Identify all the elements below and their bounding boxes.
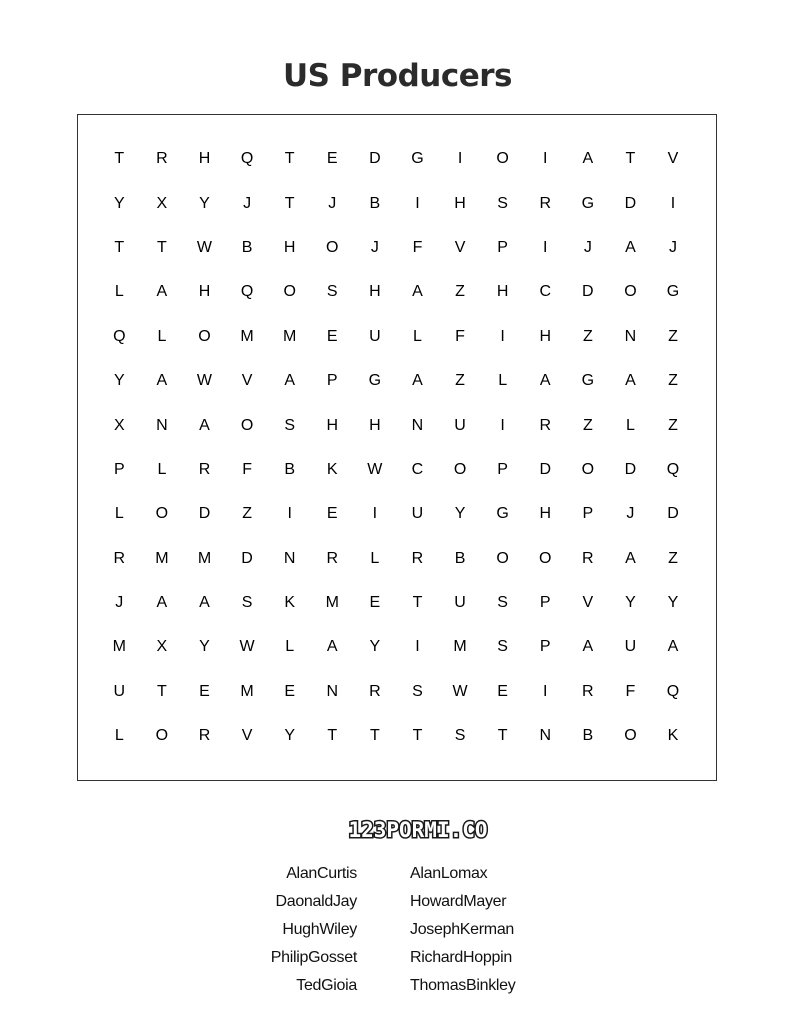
grid-cell: N [326,682,339,700]
grid-cell: T [284,194,295,212]
grid-cell: H [454,194,466,212]
grid-cell: Q [666,460,680,478]
grid-cell: W [367,460,383,478]
grid-cell: O [453,460,467,478]
grid-cell: H [198,150,211,168]
grid-cell: R [198,727,211,745]
grid-cell: Y [113,372,125,390]
word-list-item: JosephKerman [410,921,515,938]
grid-cell: L [370,549,380,567]
grid-cell: I [670,194,676,212]
grid-cell: U [411,505,424,523]
grid-cell: V [582,594,594,612]
grid-cell: S [284,416,295,434]
grid-cell: J [328,194,337,212]
grid-cell: P [326,372,338,390]
grid-cell: Y [625,594,636,612]
grid-cell: L [413,327,422,345]
grid-cell: I [415,194,420,212]
grid-cell: V [667,150,679,168]
grid-cell: T [157,682,167,700]
brand-logo: 123PORMI.CO [348,818,488,842]
grid-cell: Y [369,638,381,656]
grid-cell: N [624,327,637,345]
grid-cell: V [241,727,253,745]
grid-cell: T [284,150,295,168]
grid-cell: Y [199,194,210,212]
grid-cell: E [369,594,381,612]
grid-cell: P [497,238,508,256]
grid-cell: J [669,238,678,256]
grid-cell: O [624,727,637,745]
grid-cell: O [155,727,169,745]
grid-cell: W [196,238,213,256]
grid-cell: E [199,682,210,700]
grid-cell: V [241,372,253,390]
page-title: US Producers [283,58,512,94]
grid-cell: A [412,372,423,390]
grid-cell: A [625,549,636,567]
grid-cell: M [283,327,297,345]
grid-cell: M [155,549,169,567]
grid-cell: M [325,594,339,612]
grid-cell: Z [582,327,593,345]
grid-cell: A [156,283,168,301]
grid-cell: Z [582,416,593,434]
grid-cell: G [368,372,382,390]
grid-cell: R [582,682,594,700]
grid-cell: I [372,505,378,523]
grid-cell: L [114,727,124,745]
grid-cell: T [114,150,125,168]
word-list-item: RichardHoppin [410,949,512,966]
grid-cell: L [157,460,167,478]
grid-cell: T [412,727,423,745]
grid-cell: K [326,460,338,478]
grid-cell: O [155,505,169,523]
grid-cell: N [283,549,296,567]
grid-cell: O [326,238,339,256]
word-list-item: TedGioia [296,977,357,994]
grid-cell: P [113,460,125,478]
grid-cell: E [497,682,508,700]
grid-cell: H [198,283,211,301]
grid-cell: L [157,327,167,345]
grid-cell: D [624,194,637,212]
grid-cell: O [198,327,211,345]
grid-cell: H [326,416,339,434]
grid-cell: D [198,505,211,523]
grid-cell: R [156,150,168,168]
grid-cell: B [454,549,466,567]
grid-cell: A [284,372,295,390]
grid-cell: D [369,150,381,168]
grid-cell: B [241,238,253,256]
grid-cell: T [369,727,380,745]
grid-cell: K [667,727,679,745]
grid-cell: L [285,638,295,656]
grid-cell: O [496,150,509,168]
grid-cell: S [497,638,508,656]
grid-cell: W [239,638,255,656]
grid-cell: S [412,682,423,700]
grid-cell: P [497,460,508,478]
grid-cell: N [411,416,424,434]
grid-cell: A [667,638,679,656]
puzzle-grid-box [77,114,717,781]
grid-cell: L [625,416,635,434]
grid-cell: S [497,194,508,212]
grid-cell: U [369,327,381,345]
grid-cell: A [582,638,594,656]
grid-cell: Z [668,549,678,567]
grid-cell: N [539,727,552,745]
grid-cell: E [284,682,295,700]
grid-cell: I [287,505,292,523]
grid-cell: Q [113,327,126,345]
grid-cell: A [156,372,168,390]
grid-cell: G [496,505,509,523]
grid-cell: R [198,460,211,478]
grid-cell: A [326,638,338,656]
grid-cell: D [624,460,637,478]
grid-cell: P [539,594,551,612]
grid-cell: D [667,505,679,523]
grid-cell: J [243,194,252,212]
grid-cell: O [581,460,595,478]
grid-cell: T [327,727,338,745]
word-list-item: AlanLomax [410,865,488,882]
grid-cell: G [581,194,595,212]
grid-cell: A [582,150,594,168]
grid-cell: S [454,727,466,745]
grid-cell: L [498,372,508,390]
grid-cell: R [113,549,126,567]
grid-cell: G [666,283,680,301]
grid-cell: I [500,327,505,345]
letter-grid [98,137,694,758]
grid-cell: A [539,372,551,390]
grid-cell: X [113,416,125,434]
grid-cell: Y [667,594,679,612]
grid-cell: A [156,594,168,612]
grid-cell: Q [240,150,254,168]
grid-cell: U [624,638,637,656]
grid-cell: E [326,150,338,168]
grid-cell: K [284,594,295,612]
grid-cell: R [582,549,594,567]
grid-cell: C [411,460,424,478]
grid-cell: M [240,327,254,345]
grid-cell: Z [668,372,678,390]
grid-cell: H [369,283,381,301]
grid-cell: R [539,416,552,434]
grid-cell: L [114,283,124,301]
grid-cell: M [112,638,126,656]
grid-cell: Y [284,727,295,745]
grid-cell: F [242,460,252,478]
grid-cell: U [454,594,466,612]
grid-cell: S [241,594,253,612]
word-list-item: HowardMayer [410,893,507,910]
grid-cell: A [199,594,210,612]
grid-cell: Z [242,505,252,523]
grid-cell: G [411,150,424,168]
grid-cell: B [284,460,295,478]
grid-cell: A [625,372,636,390]
grid-cell: P [539,638,551,656]
grid-cell: A [199,416,210,434]
grid-cell: I [543,150,548,168]
grid-cell: H [496,283,509,301]
grid-cell: A [412,283,423,301]
grid-cell: D [582,283,594,301]
grid-cell: H [539,505,552,523]
grid-cell: Z [668,416,678,434]
grid-cell: D [241,549,253,567]
grid-cell: O [496,549,509,567]
grid-cell: T [412,594,423,612]
grid-cell: R [411,549,424,567]
grid-cell: W [196,372,213,390]
grid-cell: J [583,238,592,256]
grid-cell: M [453,638,467,656]
grid-cell: O [539,549,552,567]
grid-cell: N [156,416,168,434]
grid-cell: T [497,727,508,745]
grid-cell: T [157,238,167,256]
grid-cell: C [539,283,552,301]
grid-cell: J [626,505,635,523]
grid-cell: Z [455,372,465,390]
grid-cell: R [326,549,339,567]
grid-cell: G [581,372,595,390]
grid-cell: I [415,638,420,656]
grid-cell: O [283,283,296,301]
grid-cell: E [326,327,338,345]
grid-cell: X [156,638,168,656]
grid-cell: Y [199,638,210,656]
grid-cell: O [624,283,637,301]
grid-cell: Y [454,505,466,523]
grid-cell: Q [666,682,680,700]
word-list-item: HughWiley [282,921,357,938]
grid-cell: B [582,727,594,745]
grid-cell: X [156,194,168,212]
grid-cell: H [539,327,552,345]
grid-cell: L [114,505,124,523]
grid-cell: J [115,594,124,612]
grid-cell: Q [240,283,254,301]
grid-cell: T [625,150,636,168]
grid-cell: Z [455,283,465,301]
grid-cell: H [369,416,381,434]
grid-cell: T [114,238,125,256]
grid-cell: F [412,238,423,256]
grid-cell: I [500,416,505,434]
grid-cell: S [497,594,508,612]
grid-cell: H [283,238,296,256]
grid-cell: I [457,150,463,168]
grid-cell: U [454,416,466,434]
word-list-item: ThomasBinkley [410,977,516,994]
grid-cell: D [539,460,552,478]
word-list-right-column [410,863,515,1003]
word-list-item: PhilipGosset [270,949,357,966]
grid-cell: S [326,283,338,301]
grid-cell: O [240,416,254,434]
grid-cell: R [369,682,381,700]
grid-cell: P [582,505,594,523]
grid-cell: I [543,238,548,256]
grid-cell: Z [668,327,678,345]
grid-cell: E [326,505,338,523]
grid-cell: M [197,549,212,567]
word-list-item: AlanCurtis [286,865,357,882]
grid-cell: J [370,238,379,256]
grid-cell: V [454,238,466,256]
word-list-left-column [271,863,357,1003]
grid-cell: M [240,682,254,700]
grid-cell: W [452,682,468,700]
word-list-item: DaonaldJay [275,893,357,910]
grid-cell: F [625,682,636,700]
grid-cell: B [369,194,381,212]
grid-cell: U [113,682,126,700]
grid-cell: F [455,327,465,345]
grid-cell: R [539,194,552,212]
grid-cell: I [543,682,548,700]
grid-cell: Y [113,194,125,212]
grid-cell: A [625,238,636,256]
